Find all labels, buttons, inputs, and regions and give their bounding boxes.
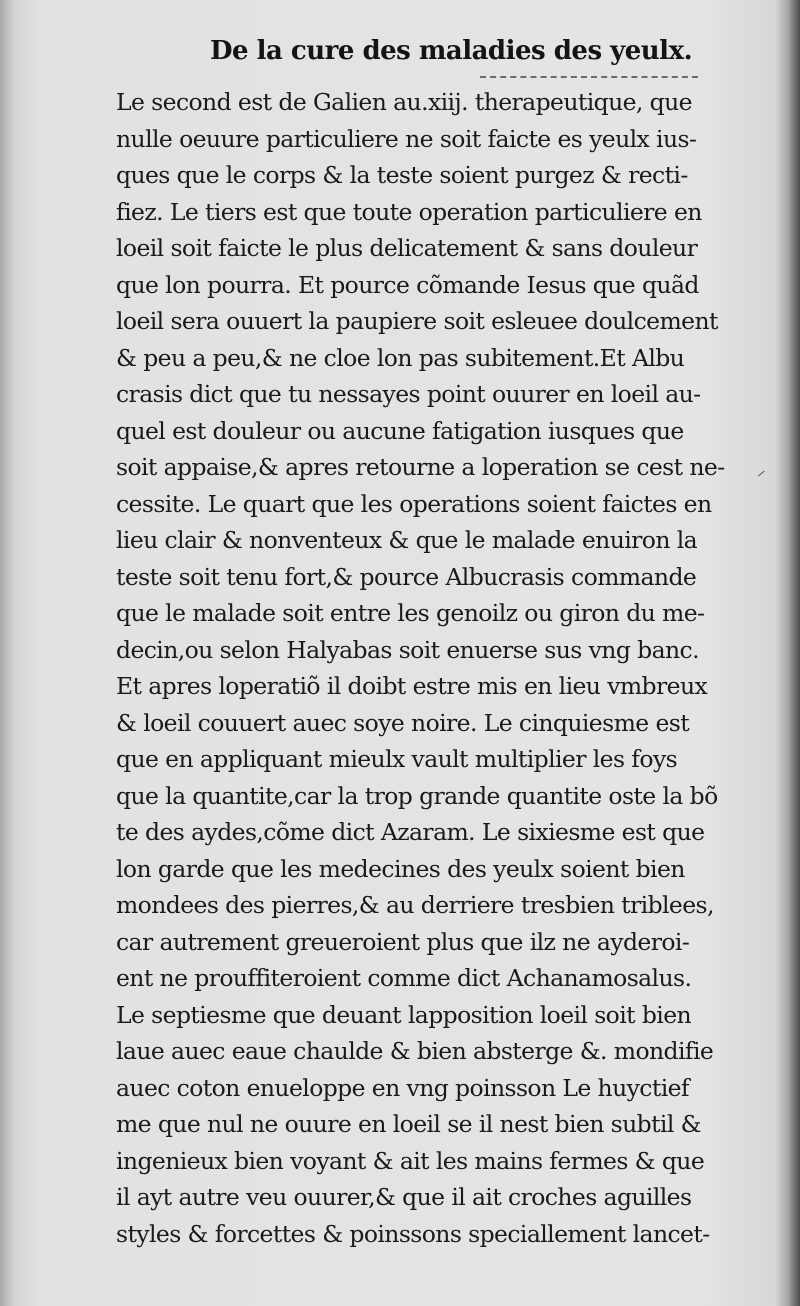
- text-line: & peu a peu,& ne cloe lon pas subitement.Et Albu: [116, 343, 685, 372]
- text-line: loeil sera ouuert la paupiere soit esleuee doulcement: [116, 307, 718, 335]
- margin-mark: [758, 470, 770, 482]
- text-line: Le second est de Galien au.xiij. therapeutique, que: [116, 88, 692, 116]
- text-line: que en appliquant mieulx vault multiplier les foys: [116, 745, 678, 773]
- text-line: crasis dict que tu nessayes point ouurer en loeil au-: [116, 380, 701, 408]
- text-line: Et apres loperatiõ il doibt estre mis en lieu vmbreux: [116, 672, 708, 700]
- text-line: & loeil couuert auec soye noire. Le cinquiesme est: [116, 708, 690, 737]
- text-line: styles & forcettes & poinssons speciallement lancet-: [116, 1219, 710, 1248]
- text-line: loeil soit faicte le plus delicatement & sans douleur: [116, 234, 698, 262]
- text-line: Le septiesme que deuant lapposition loeil soit bien: [116, 1000, 692, 1029]
- running-header: De la cure des maladies des yeulx.: [210, 36, 693, 66]
- text-line: que lon pourra. Et pource cõmande Iesus que quãd: [116, 270, 699, 299]
- text-line: lieu clair & nonventeux & que le malade enuiron la: [116, 526, 698, 554]
- text-line: que la quantite,car la trop grande quantite oste la bõ: [116, 781, 718, 810]
- text-line: nulle oeuure particuliere ne soit faicte es yeulx ius-: [116, 124, 697, 153]
- text-line: car autrement greueroient plus que ilz ne ayderoi-: [116, 927, 690, 956]
- text-line: auec coton enueloppe en vng poinsson Le huyctief: [116, 1073, 690, 1102]
- text-line: lon garde que les medecines des yeulx soient bien: [116, 854, 685, 883]
- text-line: te des aydes,cõme dict Azaram. Le sixiesme est que: [116, 818, 705, 846]
- text-line: laue auec eaue chaulde & bien absterge &. mondifie: [116, 1037, 714, 1065]
- text-line: ent ne prouffiteroient comme dict Achanamosalus.: [116, 964, 692, 992]
- header-rule: [480, 76, 698, 78]
- text-line: fiez. Le tiers est que toute operation particuliere en: [116, 197, 702, 226]
- text-line: ingenieux bien voyant & ait les mains fermes & que: [116, 1146, 705, 1175]
- text-line: soit appaise,& apres retourne a loperation se cest ne-: [116, 453, 725, 481]
- text-line: decin,ou selon Halyabas soit enuerse sus vng banc.: [116, 635, 699, 664]
- page-edge-shadow: [788, 0, 800, 1306]
- page-text: [116, 84, 738, 1252]
- text-line: cessite. Le quart que les operations soient faictes en: [116, 489, 712, 518]
- text-line: teste soit tenu fort,& pource Albucrasis commande: [116, 562, 697, 591]
- text-line: ques que le corps & la teste soient purgez & recti-: [116, 161, 688, 189]
- text-line: que le malade soit entre les genoilz ou giron du me-: [116, 599, 705, 627]
- text-line: quel est douleur ou aucune fatigation iusques que: [116, 416, 684, 445]
- text-line: me que nul ne ouure en loeil se il nest bien subtil &: [116, 1110, 701, 1138]
- text-line: mondees des pierres,& au derriere tresbien triblees,: [116, 891, 714, 919]
- text-line: il ayt autre veu ouurer,& que il ait croches aguilles: [116, 1183, 692, 1211]
